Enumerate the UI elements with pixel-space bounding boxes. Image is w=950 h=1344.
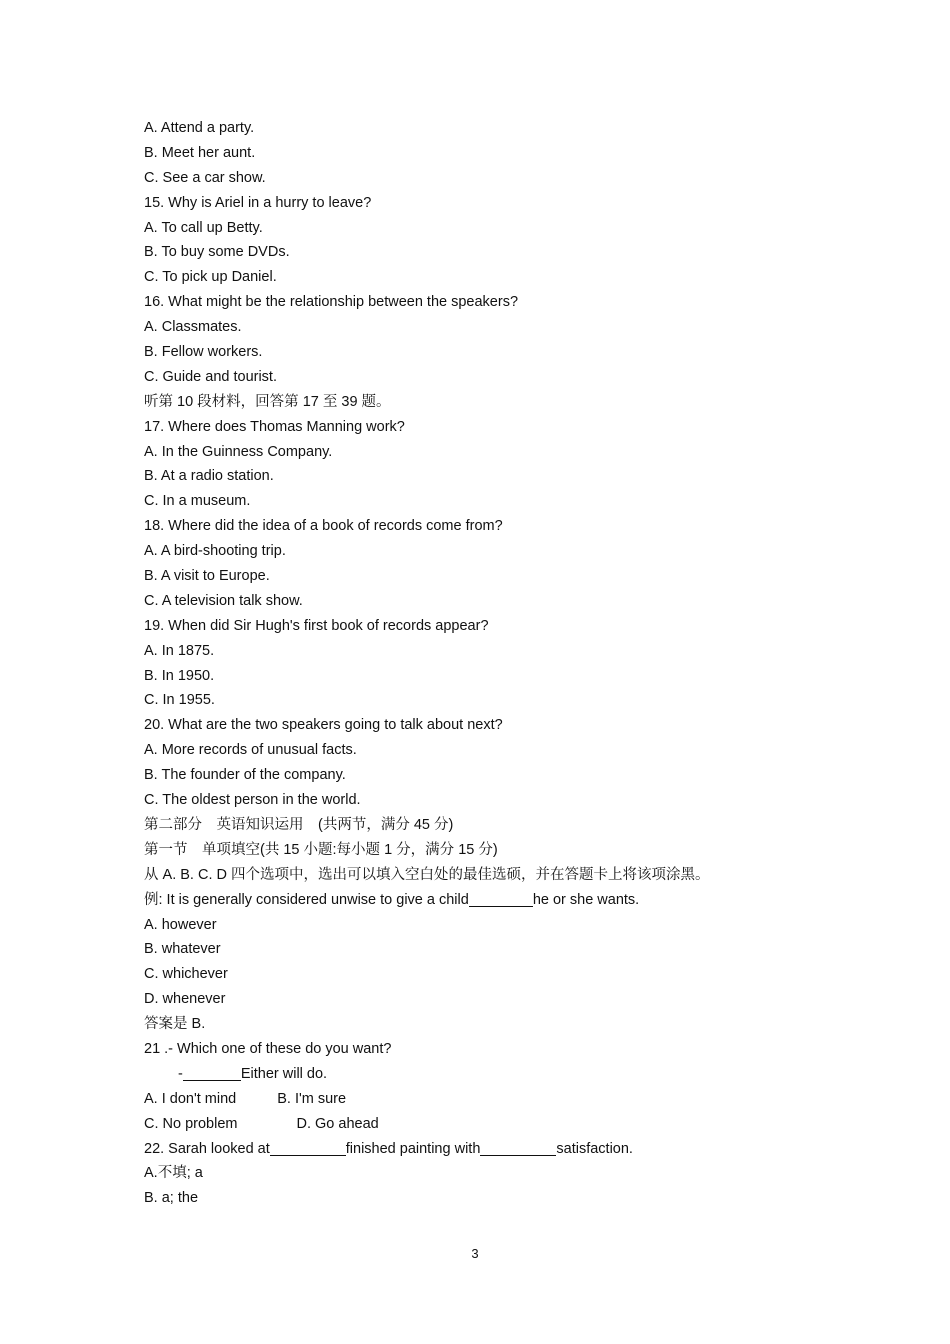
text-line: A. In 1875. bbox=[144, 642, 215, 659]
question-text: satisfaction. bbox=[556, 1140, 633, 1157]
text-line: C. To pick up Daniel. bbox=[144, 269, 277, 286]
text-line: A. To call up Betty. bbox=[144, 219, 263, 236]
text-line: C. Guide and tourist. bbox=[144, 368, 277, 385]
text-line: C. The oldest person in the world. bbox=[144, 792, 361, 809]
question-20: 20. What are the two speakers going to talk about next? bbox=[144, 717, 503, 734]
question-21-reply bbox=[144, 1062, 864, 1087]
answer-blank bbox=[469, 890, 533, 907]
text-line: C. In 1955. bbox=[144, 692, 215, 709]
reply-prefix: - bbox=[178, 1065, 183, 1082]
question-text: 22. Sarah looked at bbox=[144, 1140, 270, 1157]
text-line: C. In a museum. bbox=[144, 493, 251, 510]
section-heading: 第一节 单项填空(共 15 小题:每小题 1 分，满分 15 分) bbox=[144, 841, 498, 858]
text-line: C. A television talk show. bbox=[144, 592, 303, 609]
option-c: C. No problem bbox=[144, 1115, 238, 1132]
example-answer: 答案是 B. bbox=[144, 1016, 206, 1033]
question-21-options-cd bbox=[144, 1112, 864, 1137]
text-line: B. The founder of the company. bbox=[144, 767, 346, 784]
text-line: A. In the Guinness Company. bbox=[144, 443, 333, 460]
question-18: 18. Where did the idea of a book of records come from? bbox=[144, 518, 503, 535]
text-line: C. See a car show. bbox=[144, 169, 266, 186]
example-option: A. however bbox=[144, 916, 217, 933]
text-line: B. At a radio station. bbox=[144, 468, 274, 485]
text-line: A. A bird-shooting trip. bbox=[144, 543, 286, 560]
example-option: C. whichever bbox=[144, 966, 228, 983]
option-a: A. I don't mind bbox=[144, 1090, 237, 1107]
question-15: 15. Why is Ariel in a hurry to leave? bbox=[144, 194, 372, 211]
option-b: B. a; the bbox=[144, 1190, 199, 1207]
page-number: 3 bbox=[471, 1246, 479, 1261]
question-text: finished painting with bbox=[345, 1140, 481, 1157]
text-line: A. Attend a party. bbox=[144, 120, 255, 136]
question-22 bbox=[144, 1137, 864, 1162]
option-b: B. I'm sure bbox=[277, 1090, 347, 1107]
question-21-options-ab bbox=[144, 1087, 864, 1112]
option-a: A.不填; a bbox=[144, 1165, 203, 1182]
text-line: B. Fellow workers. bbox=[144, 344, 263, 361]
text-line: B. A visit to Europe. bbox=[144, 568, 270, 585]
answer-blank bbox=[270, 1139, 346, 1156]
question-16: 16. What might be the relationship between the speakers? bbox=[144, 294, 519, 311]
answer-blank bbox=[183, 1064, 241, 1081]
example-text: 例: It is generally considered unwise to give a child bbox=[144, 891, 469, 908]
example-option: B. whatever bbox=[144, 941, 221, 958]
text-line: A. More records of unusual facts. bbox=[144, 742, 357, 759]
text-line: B. To buy some DVDs. bbox=[144, 244, 290, 261]
part-heading: 第二部分 英语知识运用 (共两节，满分 45 分) bbox=[144, 816, 454, 833]
reply-text: Either will do. bbox=[240, 1065, 328, 1082]
question-19: 19. When did Sir Hugh's first book of records appear? bbox=[144, 617, 489, 634]
text-line: B. Meet her aunt. bbox=[144, 144, 256, 161]
section-instruction: 听第 10 段材料，回答第 17 至 39 题。 bbox=[144, 393, 391, 410]
option-d: D. Go ahead bbox=[296, 1115, 379, 1132]
example-option: D. whenever bbox=[144, 991, 226, 1008]
question-21: 21 .- Which one of these do you want? bbox=[144, 1040, 392, 1057]
question-17: 17. Where does Thomas Manning work? bbox=[144, 418, 405, 435]
section-instruction: 从 A. B. C. D 四个选项中，选出可以填入空白处的最佳选硕，并在答题卡上将该项涂黑。 bbox=[144, 866, 710, 883]
text-line: B. In 1950. bbox=[144, 667, 215, 684]
text-line: A. Classmates. bbox=[144, 319, 242, 336]
text-body bbox=[144, 116, 864, 1211]
example-question bbox=[144, 888, 864, 913]
answer-blank bbox=[480, 1139, 556, 1156]
example-text: he or she wants. bbox=[532, 891, 640, 908]
